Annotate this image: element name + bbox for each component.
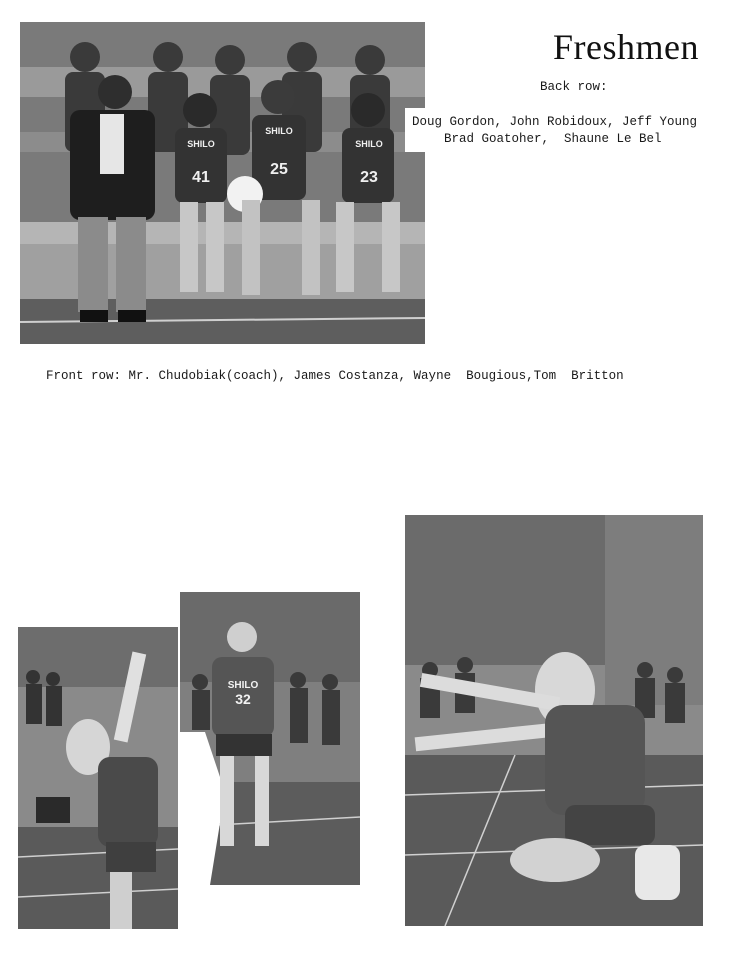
team-jersey-23-number: 23	[360, 169, 378, 186]
team-photo-art	[20, 22, 425, 344]
action-photo-3-art	[405, 515, 703, 926]
action-photo-1-art	[18, 627, 178, 929]
back-row-names-line2: Brad Goatoher, Shaune Le Bel	[444, 132, 662, 146]
action2-jersey-text: SHILO	[227, 680, 259, 691]
team-photo	[20, 22, 425, 344]
action2-jersey-number: 32	[235, 691, 251, 707]
page-title: Freshmen	[553, 27, 699, 67]
back-row-label: Back row:	[540, 80, 608, 94]
back-row-names-line1: Doug Gordon, John Robidoux, Jeff Young	[412, 115, 698, 129]
team-jersey-25-text: SHILO	[265, 126, 293, 136]
front-row-caption: Front row: Mr. Chudobiak(coach), James Costanza, Wayne Bougious,Tom Britton	[46, 369, 624, 383]
action-photo-3	[405, 515, 703, 926]
team-jersey-25-number: 25	[270, 161, 288, 178]
action-photo-2	[180, 592, 360, 885]
action-photo-1	[18, 627, 178, 929]
team-jersey-23-text: SHILO	[355, 139, 383, 149]
team-jersey-41-number: 41	[192, 169, 210, 186]
team-jersey-41-text: SHILO	[187, 139, 215, 149]
action-photo-2-art	[180, 592, 360, 885]
